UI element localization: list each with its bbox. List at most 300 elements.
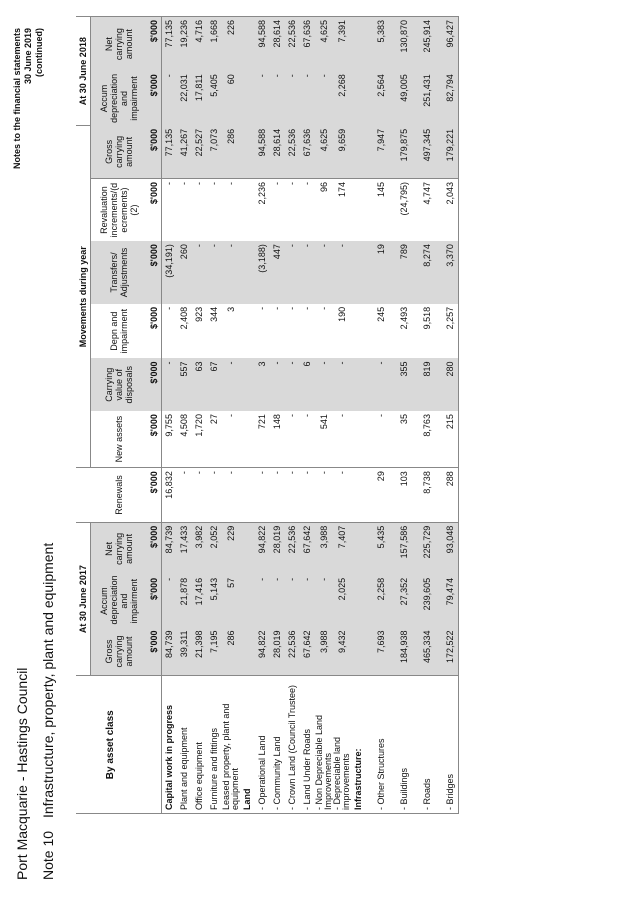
value-cell: -: [315, 358, 333, 411]
value-cell: 17,416: [192, 575, 207, 628]
value-cell: 2,052: [207, 522, 222, 575]
spacer-cell: [366, 17, 374, 72]
value-cell: -: [222, 358, 240, 411]
value-cell: 4,508: [179, 414, 189, 437]
empty-cell: [240, 304, 255, 359]
value-cell: 94,588: [255, 126, 270, 179]
value-cell: -: [222, 178, 240, 241]
spacer-cell: [412, 71, 420, 126]
row-label: Plant and equipment: [177, 676, 192, 814]
spacer-cell: [389, 468, 397, 523]
value-cell: 245: [376, 306, 386, 322]
value-cell: 245,914: [420, 17, 435, 72]
value-cell: -: [255, 575, 270, 628]
spacer-cell: [389, 575, 397, 628]
statement-date: 30 June 2019: [23, 28, 33, 85]
spacer-cell: [412, 358, 420, 411]
statement-title: Notes to the financial statements: [12, 28, 22, 170]
value-cell: -: [270, 71, 285, 126]
spacer-cell: [412, 304, 420, 359]
unit: $'000: [147, 522, 162, 575]
col-depreciation: Depn and impairment: [108, 308, 129, 354]
spacer-cell: [412, 676, 420, 814]
empty-cell: [351, 627, 366, 676]
row-label: - Buildings: [397, 676, 412, 814]
value-cell: 49,005: [397, 71, 412, 126]
row-label: - Operational Land: [255, 676, 270, 814]
value-cell: -: [285, 241, 300, 304]
row-label: - Depreciable land improvements: [333, 676, 351, 814]
spacer-cell: [412, 522, 420, 575]
spacer-cell: [412, 575, 420, 628]
group-opening: At 30 June 2017: [76, 522, 91, 676]
value-cell: (34,191): [161, 241, 177, 304]
value-cell: -: [285, 358, 300, 411]
spacer-cell: [366, 358, 374, 411]
value-cell: 130,870: [397, 17, 412, 72]
empty-cell: [351, 178, 366, 241]
table-row: [374, 17, 389, 814]
statement-header: [12, 28, 45, 169]
empty-cell: [240, 126, 255, 179]
value-cell: 3,988: [315, 627, 333, 676]
spacer-cell: [435, 17, 443, 72]
unit: $'000: [147, 468, 162, 523]
value-cell: 179,221: [443, 126, 459, 179]
value-cell: 35: [399, 414, 409, 425]
value-cell: 251,431: [420, 71, 435, 126]
value-cell: 96,427: [443, 17, 459, 72]
value-cell: 157,586: [397, 522, 412, 575]
value-cell: -: [164, 306, 174, 310]
spacer-cell: [389, 178, 397, 241]
value-cell: -: [207, 468, 222, 523]
value-cell: 79,474: [443, 575, 459, 628]
value-cell: -: [300, 241, 315, 304]
value-cell: 145: [374, 178, 389, 241]
value-cell: -: [161, 178, 177, 241]
col-renewals: Renewals: [91, 468, 147, 523]
value-cell: 3,370: [443, 241, 459, 304]
value-cell: -: [192, 468, 207, 523]
table-row: [443, 17, 459, 814]
value-cell: 190: [336, 306, 347, 322]
value-cell: 557: [177, 358, 192, 411]
value-cell: -: [300, 468, 315, 523]
value-cell: -: [300, 575, 315, 628]
value-cell: -: [177, 468, 192, 523]
spacer-cell: [435, 522, 443, 575]
value-cell: 2,408: [179, 306, 189, 330]
value-cell: -: [333, 358, 351, 411]
spacer-cell: [435, 358, 443, 411]
value-cell: -: [207, 178, 222, 241]
group-header-row: [76, 17, 91, 814]
value-cell: 63: [192, 358, 207, 411]
value-cell: 465,334: [420, 627, 435, 676]
value-cell: 17,811: [192, 71, 207, 126]
row-label: - Community Land: [270, 676, 285, 814]
value-cell: 7,947: [374, 126, 389, 179]
empty-cell: [240, 358, 255, 411]
table-row: [420, 17, 435, 814]
spacer-cell: [366, 468, 374, 523]
value-cell: 28,019: [270, 522, 285, 575]
value-cell: 226: [222, 17, 240, 72]
value-cell: 77,135: [161, 126, 177, 179]
value-cell: 7,073: [207, 126, 222, 179]
table-row: [222, 17, 240, 814]
value-cell: 3,982: [192, 522, 207, 575]
value-cell: 229: [222, 522, 240, 575]
value-cell: 2,257: [443, 304, 459, 359]
unit-row: [147, 17, 162, 814]
value-cell: -: [192, 241, 207, 304]
value-cell: -: [222, 241, 240, 304]
value-cell: 2,564: [374, 71, 389, 126]
value-cell: 22,031: [177, 71, 192, 126]
value-cell: 22,527: [192, 126, 207, 179]
spacer-cell: [412, 627, 420, 676]
row-label: - Other Structures: [374, 676, 389, 814]
spacer-row: [366, 17, 374, 814]
value-cell: -: [287, 414, 297, 418]
document-header: [14, 543, 56, 880]
value-cell: 7,391: [333, 17, 351, 72]
value-cell: 239,605: [420, 575, 435, 628]
value-cell: 447: [270, 241, 285, 304]
value-cell: -: [315, 575, 333, 628]
value-cell: 93,048: [443, 522, 459, 575]
group-movements: Movements during year: [76, 126, 91, 468]
spacer-cell: [366, 676, 374, 814]
value-cell: 2,258: [374, 575, 389, 628]
value-cell: 84,739: [161, 522, 177, 575]
value-cell: 5,405: [207, 71, 222, 126]
value-cell: 57: [222, 575, 240, 628]
value-cell: -: [333, 241, 351, 304]
col-gross-closing: Gross carrying amount: [91, 126, 147, 179]
unit: $'000: [147, 178, 162, 241]
value-cell: -: [161, 575, 177, 628]
value-cell: (3,188): [255, 241, 270, 304]
value-cell: 4,625: [315, 17, 333, 72]
value-cell: 28,614: [270, 126, 285, 179]
spacer-cell: [435, 304, 443, 359]
value-cell: 9,659: [333, 126, 351, 179]
value-cell: 8,274: [420, 241, 435, 304]
value-cell: 6: [300, 358, 315, 411]
value-cell: 288: [443, 468, 459, 523]
value-cell: -: [270, 575, 285, 628]
row-label: Leased property, plant and equipment: [222, 676, 240, 814]
spacer-cell: [389, 522, 397, 575]
value-cell: 22,536: [285, 627, 300, 676]
value-cell: 923: [194, 306, 204, 322]
table-row: [285, 17, 300, 814]
value-cell: -: [257, 306, 267, 310]
value-cell: 22,536: [285, 17, 300, 72]
value-cell: 103: [397, 468, 412, 523]
by-asset-class-header: By asset class: [76, 676, 147, 814]
unit: $'000: [147, 358, 162, 411]
spacer-cell: [412, 411, 420, 468]
spacer-cell: [389, 411, 397, 468]
empty-cell: [351, 126, 366, 179]
spacer-cell: [412, 468, 420, 523]
value-cell: -: [302, 306, 312, 310]
spacer-cell: [366, 411, 374, 468]
value-cell: 286: [222, 627, 240, 676]
value-cell: 29: [374, 468, 389, 523]
value-cell: 94,588: [255, 17, 270, 72]
unit: $'000: [148, 414, 159, 437]
value-cell: 225,729: [420, 522, 435, 575]
row-label: Office equipment: [192, 676, 207, 814]
ippe-table: [76, 16, 459, 814]
value-cell: 3,988: [315, 522, 333, 575]
spacer-row: [389, 17, 397, 814]
unit: $'000: [147, 126, 162, 179]
row-label: - Non Depreciable Land Improvements: [315, 676, 333, 814]
spacer-cell: [366, 241, 374, 304]
col-gross-opening: Gross carrying amount: [91, 627, 147, 676]
table-row: [207, 17, 222, 814]
value-cell: (24,795): [397, 178, 412, 241]
value-cell: 184,938: [397, 627, 412, 676]
value-cell: 96: [315, 178, 333, 241]
value-cell: 67,636: [300, 126, 315, 179]
empty-cell: [240, 178, 255, 241]
row-label: Capital work in progress: [161, 676, 177, 814]
value-cell: -: [285, 468, 300, 523]
table-row: [255, 17, 270, 814]
value-cell: -: [222, 468, 240, 523]
value-cell: 27,352: [397, 575, 412, 628]
value-cell: 17,433: [177, 522, 192, 575]
spacer-cell: [412, 178, 420, 241]
col-accum-opening: Accum depreciation and impairment: [91, 575, 147, 628]
spacer-cell: [366, 522, 374, 575]
value-cell: -: [285, 575, 300, 628]
value-cell: 77,135: [161, 17, 177, 72]
empty-cell: [240, 411, 255, 468]
value-cell: 5,435: [374, 522, 389, 575]
table-row: [300, 17, 315, 814]
value-cell: 2,236: [255, 178, 270, 241]
value-cell: 5,143: [207, 575, 222, 628]
value-cell: 1,720: [194, 414, 204, 437]
spacer-row: [412, 17, 420, 814]
unit: $'000: [147, 17, 162, 72]
empty-cell: [240, 575, 255, 628]
unit: $'000: [148, 306, 159, 330]
value-cell: -: [225, 414, 236, 418]
empty-cell: [240, 71, 255, 126]
group-closing: At 30 June 2018: [76, 17, 91, 126]
empty-cell: [351, 71, 366, 126]
table-row: [270, 17, 285, 814]
spacer-cell: [366, 304, 374, 359]
row-label: Furniture and fittings: [207, 676, 222, 814]
unit: $'000: [147, 241, 162, 304]
value-cell: 174: [333, 178, 351, 241]
value-cell: 28,019: [270, 627, 285, 676]
col-accum-closing: Accum depreciation and impairment: [91, 71, 147, 126]
value-cell: 19,236: [177, 17, 192, 72]
value-cell: -: [177, 178, 192, 241]
value-cell: -: [255, 468, 270, 523]
unit: $'000: [147, 575, 162, 628]
value-cell: 16,832: [161, 468, 177, 523]
table-row: [333, 17, 351, 814]
spacer-cell: [435, 468, 443, 523]
value-cell: 2,025: [333, 575, 351, 628]
spacer-cell: [389, 241, 397, 304]
col-disposals: Carrying value of disposals: [91, 358, 147, 411]
empty-cell: [240, 17, 255, 72]
value-cell: 7,693: [374, 627, 389, 676]
value-cell: 84,739: [161, 627, 177, 676]
value-cell: -: [255, 71, 270, 126]
spacer-cell: [389, 126, 397, 179]
empty-cell: [240, 522, 255, 575]
value-cell: -: [192, 178, 207, 241]
value-cell: 3: [225, 306, 236, 312]
spacer-cell: [389, 71, 397, 126]
value-cell: 21,878: [177, 575, 192, 628]
spacer-cell: [435, 627, 443, 676]
value-cell: 5,383: [374, 17, 389, 72]
section-row: [240, 17, 255, 814]
value-cell: 1,668: [207, 17, 222, 72]
empty-cell: [240, 241, 255, 304]
section-label: Infrastructure:: [351, 676, 366, 814]
spacer-cell: [366, 71, 374, 126]
unit: $'000: [147, 71, 162, 126]
table-body: [161, 17, 458, 814]
table-row: [397, 17, 412, 814]
table-row: [161, 17, 177, 814]
value-cell: 22,536: [285, 126, 300, 179]
spacer-cell: [366, 178, 374, 241]
spacer-row: [435, 17, 443, 814]
value-cell: -: [300, 71, 315, 126]
spacer-cell: [435, 411, 443, 468]
spacer-cell: [435, 71, 443, 126]
empty-cell: [240, 468, 255, 523]
value-cell: -: [272, 306, 282, 310]
col-net-closing: Net carrying amount: [91, 17, 147, 72]
section-row: [351, 17, 366, 814]
value-cell: -: [315, 468, 333, 523]
spacer-cell: [435, 676, 443, 814]
empty-cell: [351, 522, 366, 575]
value-cell: 94,822: [255, 627, 270, 676]
value-cell: 280: [443, 358, 459, 411]
note-title: Infrastructure, property, plant and equipment: [40, 542, 56, 818]
col-revaluation: Revaluation increments/(d ecrements) (2): [91, 178, 147, 241]
value-cell: 215: [443, 411, 459, 468]
value-cell: 2,493: [399, 306, 409, 330]
value-cell: 39,311: [177, 627, 192, 676]
value-cell: 8,763: [422, 414, 432, 437]
continued-label: (continued): [34, 28, 44, 77]
spacer-cell: [435, 241, 443, 304]
value-cell: 67: [207, 358, 222, 411]
value-cell: 82,794: [443, 71, 459, 126]
value-cell: 60: [222, 71, 240, 126]
value-cell: 819: [420, 358, 435, 411]
empty-cell: [351, 304, 366, 359]
value-cell: 4,747: [420, 178, 435, 241]
value-cell: 3: [255, 358, 270, 411]
value-cell: 344: [209, 306, 219, 322]
value-cell: 789: [397, 241, 412, 304]
value-cell: -: [315, 71, 333, 126]
spacer-cell: [389, 627, 397, 676]
value-cell: 67,642: [300, 522, 315, 575]
spacer-cell: [389, 304, 397, 359]
value-cell: -: [207, 241, 222, 304]
spacer-cell: [435, 575, 443, 628]
spacer-cell: [412, 241, 420, 304]
empty-cell: [351, 575, 366, 628]
value-cell: 541: [318, 414, 329, 430]
spacer-cell: [435, 126, 443, 179]
value-cell: 721: [257, 414, 267, 430]
value-cell: 28,614: [270, 17, 285, 72]
value-cell: 94,822: [255, 522, 270, 575]
value-cell: 21,398: [192, 627, 207, 676]
value-cell: 27: [209, 414, 219, 425]
empty-cell: [351, 241, 366, 304]
value-cell: 4,625: [315, 126, 333, 179]
value-cell: 497,345: [420, 126, 435, 179]
value-cell: -: [161, 71, 177, 126]
spacer-cell: [389, 358, 397, 411]
value-cell: 355: [397, 358, 412, 411]
value-cell: 67,636: [300, 17, 315, 72]
col-new-assets: New assets: [113, 415, 124, 463]
empty-cell: [240, 627, 255, 676]
table-row: [177, 17, 192, 814]
table-row: [315, 17, 333, 814]
value-cell: -: [285, 178, 300, 241]
col-net-opening: Net carrying amount: [91, 522, 147, 575]
value-cell: -: [270, 358, 285, 411]
unit: $'000: [147, 627, 162, 676]
value-cell: 179,875: [397, 126, 412, 179]
note-number: Note 10: [40, 830, 56, 880]
value-cell: -: [270, 178, 285, 241]
row-label: - Roads: [420, 676, 435, 814]
value-cell: -: [161, 358, 177, 411]
value-cell: 67,642: [300, 627, 315, 676]
value-cell: -: [333, 468, 351, 523]
value-cell: 286: [222, 126, 240, 179]
value-cell: -: [315, 241, 333, 304]
spacer-cell: [389, 17, 397, 72]
value-cell: 260: [177, 241, 192, 304]
value-cell: -: [336, 414, 347, 418]
spacer-cell: [435, 178, 443, 241]
value-cell: 19: [374, 241, 389, 304]
value-cell: 41,267: [177, 126, 192, 179]
spacer-cell: [389, 676, 397, 814]
value-cell: 8,738: [420, 468, 435, 523]
col-transfers: Transfers/ Adjustments: [91, 241, 147, 304]
